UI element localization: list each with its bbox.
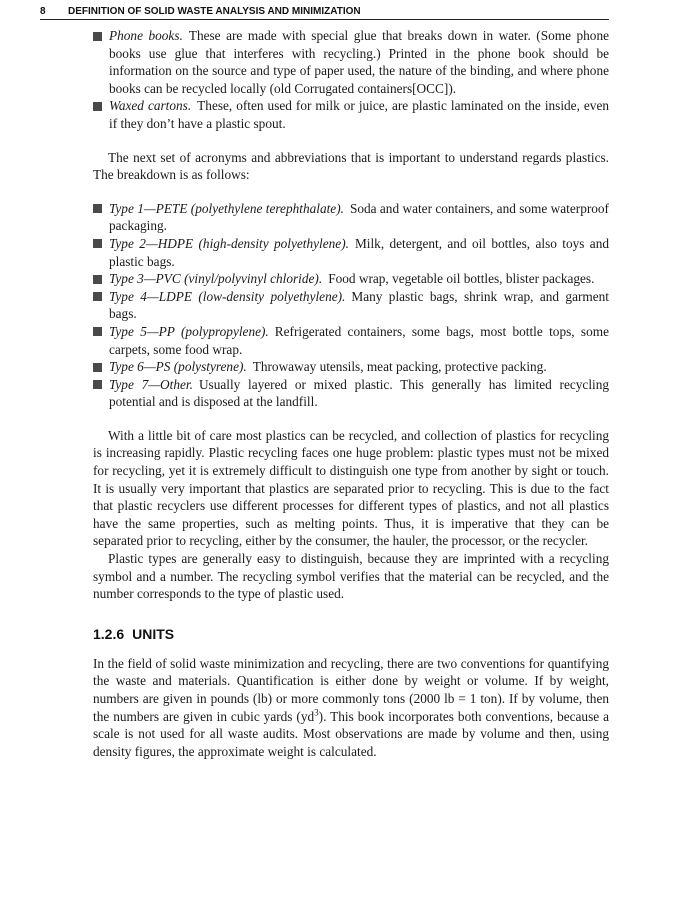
list-term: Type 1—PETE (polyethylene terephthalate). xyxy=(109,200,344,216)
list-item xyxy=(93,376,609,411)
intro-paragraph: The next set of acronyms and abbreviations that is important to understand regards plastics. The breakdown is as follows: xyxy=(93,149,609,183)
section-number: 1.2.6 xyxy=(93,625,125,642)
list-term: Phone books. xyxy=(109,28,183,43)
list-item xyxy=(93,27,609,97)
list-item xyxy=(93,270,609,288)
running-header xyxy=(40,6,609,20)
list-text: Refrigerated containers, some bags, most bottle tops, some carpets, some food wrap. xyxy=(109,323,609,357)
units-text-start: In the field of solid waste minimization and recycling, there are two conventions for quantifying the waste and materials. Quantification is either done by weight or volume. If by weight, numbers are given in pounds (lb) or more commonly tons (2000 lb = 1 ton). If by volume, then the numbers are given in cubic yards (yd xyxy=(93,655,609,724)
body-paragraph: With a little bit of care most plastics can be recycled, and collection of plastics for recycling is increasing rapidly. Plastic recycling faces one huge problem: plastic types must not be mixed for recycling, yet it is extremely difficult to distinguish one type from another by sight or touch. It is usually very important that plastics are separated prior to recycling. This is due to the fact that plastic recyclers use different processes for different types of plastics, and not all plastics have the same properties, such as melting points. Thus, it is imperative that they can be separated prior to recycling, either by the consumer, the hauler, the processor, or the recycler. xyxy=(93,427,609,549)
list-text: Soda and water containers, and some waterproof packaging. xyxy=(109,200,609,234)
list-term: Type 3—PVC (vinyl/polyvinyl chloride). xyxy=(109,271,323,287)
square-bullet-icon xyxy=(93,275,102,284)
list-term: Type 5—PP (polypropylene). xyxy=(109,323,269,339)
square-bullet-icon xyxy=(93,292,102,301)
units-paragraph xyxy=(93,655,609,761)
spacer xyxy=(93,411,609,427)
list-text: These, often used for milk or juice, are plastic laminated on the inside, even if they don’t have a plastic spout. xyxy=(109,98,609,131)
superscript: 3 xyxy=(314,707,319,718)
list-text: Usually layered or mixed plastic. This generally has limited recycling potential and is disposed at the landfill. xyxy=(109,376,610,410)
list-item xyxy=(93,97,609,132)
spacer xyxy=(93,184,609,200)
list-term: Type 6—PS (polystyrene). xyxy=(109,359,247,375)
paper-list xyxy=(93,27,609,133)
running-title: DEFINITION OF SOLID WASTE ANALYSIS AND MINIMIZATION xyxy=(68,6,361,17)
square-bullet-icon xyxy=(93,239,102,248)
square-bullet-icon xyxy=(93,204,102,213)
page-number: 8 xyxy=(40,6,46,17)
list-term: Type 2—HDPE (high-density polyethylene). xyxy=(109,235,349,251)
page-content xyxy=(93,27,609,760)
list-item xyxy=(93,358,609,376)
list-item xyxy=(93,235,609,270)
list-text: Milk, detergent, and oil bottles, also toys and plastic bags. xyxy=(109,235,609,269)
square-bullet-icon xyxy=(93,380,102,389)
list-text: Throwaway utensils, meat packing, protective packing. xyxy=(252,359,547,375)
body-paragraph: Plastic types are generally easy to distinguish, because they are imprinted with a recycling symbol and a number. The recycling symbol verifies that the material can be recycled, and the number corresponds to the type of plastic used. xyxy=(93,551,609,602)
list-term: Type 7—Other. xyxy=(109,376,193,392)
square-bullet-icon xyxy=(93,327,102,336)
square-bullet-icon xyxy=(93,363,102,372)
list-text: These are made with special glue that breaks down in water. (Some phone books use glue that interferes with recycling.) Printed in the phone book should be information on the source and type of paper used, the nature of the binding, and where phone books can be recycled locally (old Corrugated containers[OCC]). xyxy=(109,28,609,96)
list-term: Type 4—LDPE (low-density polyethylene). xyxy=(109,288,346,304)
section-heading xyxy=(93,625,609,643)
list-item xyxy=(93,323,609,358)
list-term: Waxed cartons. xyxy=(109,98,192,114)
list-item xyxy=(93,288,609,323)
square-bullet-icon xyxy=(93,102,102,111)
units-text-end: ). This book incorporates both conventions, because a scale is not used for all waste audits. Most observations are made by volume and then, using density figures, the approximate weight is calculated. xyxy=(93,708,609,759)
section-title: UNITS xyxy=(132,625,175,642)
square-bullet-icon xyxy=(93,32,102,41)
spacer xyxy=(93,133,609,149)
list-item xyxy=(93,200,609,235)
plastics-list xyxy=(93,200,609,411)
list-text: Many plastic bags, shrink wrap, and garment bags. xyxy=(109,288,609,322)
list-text: Food wrap, vegetable oil bottles, blister packages. xyxy=(328,271,595,287)
